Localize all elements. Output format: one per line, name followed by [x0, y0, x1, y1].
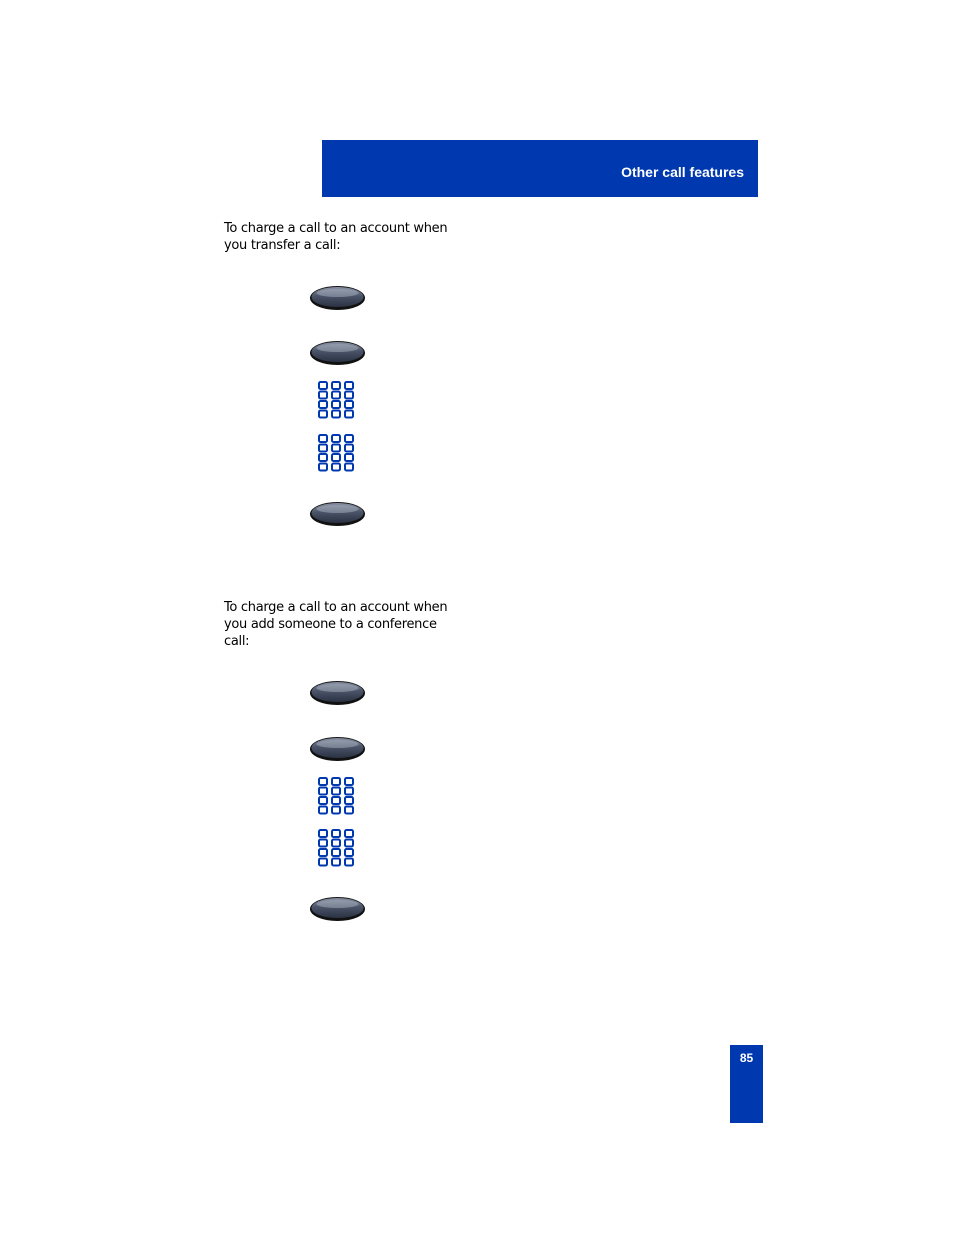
section-heading-conference: To charge a call to an account when you add someone to a conference call:: [224, 600, 448, 649]
softkey-icon: [309, 736, 366, 762]
page-number: 85: [739, 1051, 754, 1065]
softkey-icon: [309, 285, 366, 311]
keypad-icon: [317, 776, 357, 816]
softkey-icon: [309, 896, 366, 922]
section-heading-transfer: To charge a call to an account when you transfer a call:: [224, 221, 448, 253]
page-header-title: Other call features: [621, 164, 744, 180]
keypad-icon: [317, 380, 357, 420]
softkey-icon: [309, 340, 366, 366]
keypad-icon: [317, 433, 357, 473]
softkey-icon: [309, 680, 366, 706]
header-bar: [322, 140, 758, 197]
softkey-icon: [309, 501, 366, 527]
page-number-tab: [730, 1045, 763, 1123]
keypad-icon: [317, 828, 357, 868]
